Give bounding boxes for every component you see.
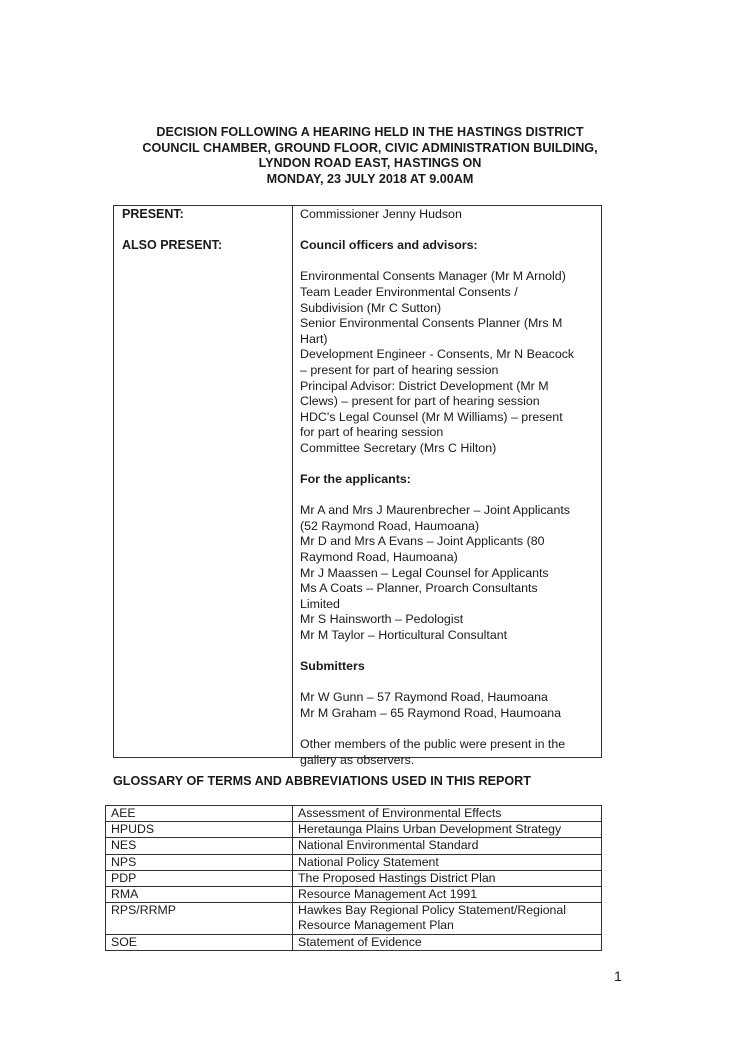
glossary-term-line: The Proposed Hastings District Plan (298, 870, 496, 885)
attendee-line: – present for part of hearing session (300, 362, 499, 377)
glossary-term-line: Heretaunga Plains Urban Development Strategy (298, 822, 562, 837)
attendee-line: for part of hearing session (300, 425, 444, 440)
glossary-row (106, 854, 602, 870)
attendee-line: Mr W Gunn – 57 Raymond Road, Haumoana (300, 690, 548, 705)
attendee-line: Mr J Maassen – Legal Counsel for Applicants (300, 565, 549, 580)
glossary-term-line: National Policy Statement (298, 854, 439, 869)
document-title (100, 125, 640, 187)
attendees-column (300, 207, 598, 768)
glossary-term-line: Statement of Evidence (298, 934, 422, 949)
attendee-line: Mr M Graham – 65 Raymond Road, Haumoana (300, 706, 562, 720)
applicants-heading: For the applicants: (300, 472, 411, 487)
glossary-term-line: Assessment of Environmental Effects (298, 806, 502, 820)
attendee-line: Mr A and Mrs J Maurenbrecher – Joint Applicants (300, 503, 570, 518)
attendee-line: Hart) (300, 331, 328, 346)
glossary-row (106, 903, 602, 934)
council-list (300, 269, 598, 456)
glossary-heading: GLOSSARY OF TERMS AND ABBREVIATIONS USED IN THIS REPORT (113, 774, 531, 788)
glossary-row (106, 870, 602, 886)
attendee-line: Clews) – present for part of hearing session (300, 394, 540, 409)
council-heading: Council officers and advisors: (300, 238, 478, 253)
glossary-abbreviation: NES (106, 838, 293, 854)
attendee-line: (52 Raymond Road, Haumoana) (300, 518, 480, 533)
glossary-term-line: Resource Management Plan (298, 918, 454, 933)
title-line: COUNCIL CHAMBER, GROUND FLOOR, CIVIC ADMINISTRATION BUILDING, (142, 140, 598, 155)
glossary-abbreviation: NPS (106, 854, 293, 870)
glossary-term (293, 870, 602, 886)
attendee-line: Mr M Taylor – Horticultural Consultant (300, 628, 508, 643)
attendee-line: Subdivision (Mr C Sutton) (300, 300, 442, 315)
glossary-term (293, 822, 602, 838)
glossary-abbreviation: HPUDS (106, 822, 293, 838)
glossary-abbreviation: RPS/RRMP (106, 903, 293, 934)
attendee-line: Principal Advisor: District Development (Mr M (300, 378, 549, 393)
applicants-list (300, 503, 598, 643)
glossary-term (293, 838, 602, 854)
present-label: PRESENT: (122, 207, 184, 221)
also-present-label: ALSO PRESENT: (122, 238, 223, 252)
glossary-term (293, 903, 602, 934)
present-value: Commissioner Jenny Hudson (300, 207, 462, 221)
glossary-term-line: Resource Management Act 1991 (298, 887, 478, 902)
page-number: 1 (614, 968, 622, 984)
public-note (300, 737, 598, 768)
glossary-term (293, 887, 602, 903)
submitters-heading: Submitters (300, 659, 365, 674)
glossary-term (293, 806, 602, 822)
attendee-line: Committee Secretary (Mrs C Hilton) (300, 440, 497, 455)
glossary-row (106, 887, 602, 903)
glossary-row (106, 934, 602, 950)
title-line: LYNDON ROAD EAST, HASTINGS ON (258, 156, 482, 170)
glossary-table (105, 805, 602, 951)
glossary-term (293, 934, 602, 950)
attendee-line: Environmental Consents Manager (Mr M Arnold) (300, 269, 566, 284)
glossary-row (106, 806, 602, 822)
attendee-line: Mr D and Mrs A Evans – Joint Applicants (80 (300, 534, 545, 549)
glossary-term-line: Hawkes Bay Regional Policy Statement/Regional (298, 903, 566, 918)
title-line: MONDAY, 23 JULY 2018 AT 9.00AM (266, 171, 474, 186)
attendee-line: Other members of the public were present in the (300, 737, 566, 752)
title-line: DECISION FOLLOWING A HEARING HELD IN THE HASTINGS DISTRICT (156, 125, 584, 139)
attendee-line: Mr S Hainsworth – Pedologist (300, 612, 464, 627)
glossary-row (106, 822, 602, 838)
column-divider (292, 206, 293, 757)
glossary-abbreviation: RMA (106, 887, 293, 903)
glossary-term-line: National Environmental Standard (298, 838, 479, 853)
glossary-abbreviation: AEE (106, 806, 293, 822)
attendee-line: Limited (300, 596, 340, 611)
attendee-line: HDC's Legal Counsel (Mr M Williams) – present (300, 409, 563, 424)
attendee-line: Senior Environmental Consents Planner (Mrs M (300, 316, 563, 331)
attendee-line: Development Engineer - Consents, Mr N Beacock (300, 347, 575, 362)
submitters-list (300, 690, 598, 721)
glossary-term (293, 854, 602, 870)
glossary-abbreviation: PDP (106, 870, 293, 886)
attendee-line: Raymond Road, Haumoana) (300, 550, 458, 565)
attendance-table (113, 205, 602, 767)
glossary-abbreviation: SOE (106, 934, 293, 950)
glossary-row (106, 838, 602, 854)
attendee-line: gallery as observers. (300, 752, 415, 767)
attendee-line: Team Leader Environmental Consents / (300, 284, 518, 299)
attendee-line: Ms A Coats – Planner, Proarch Consultants (300, 581, 538, 596)
